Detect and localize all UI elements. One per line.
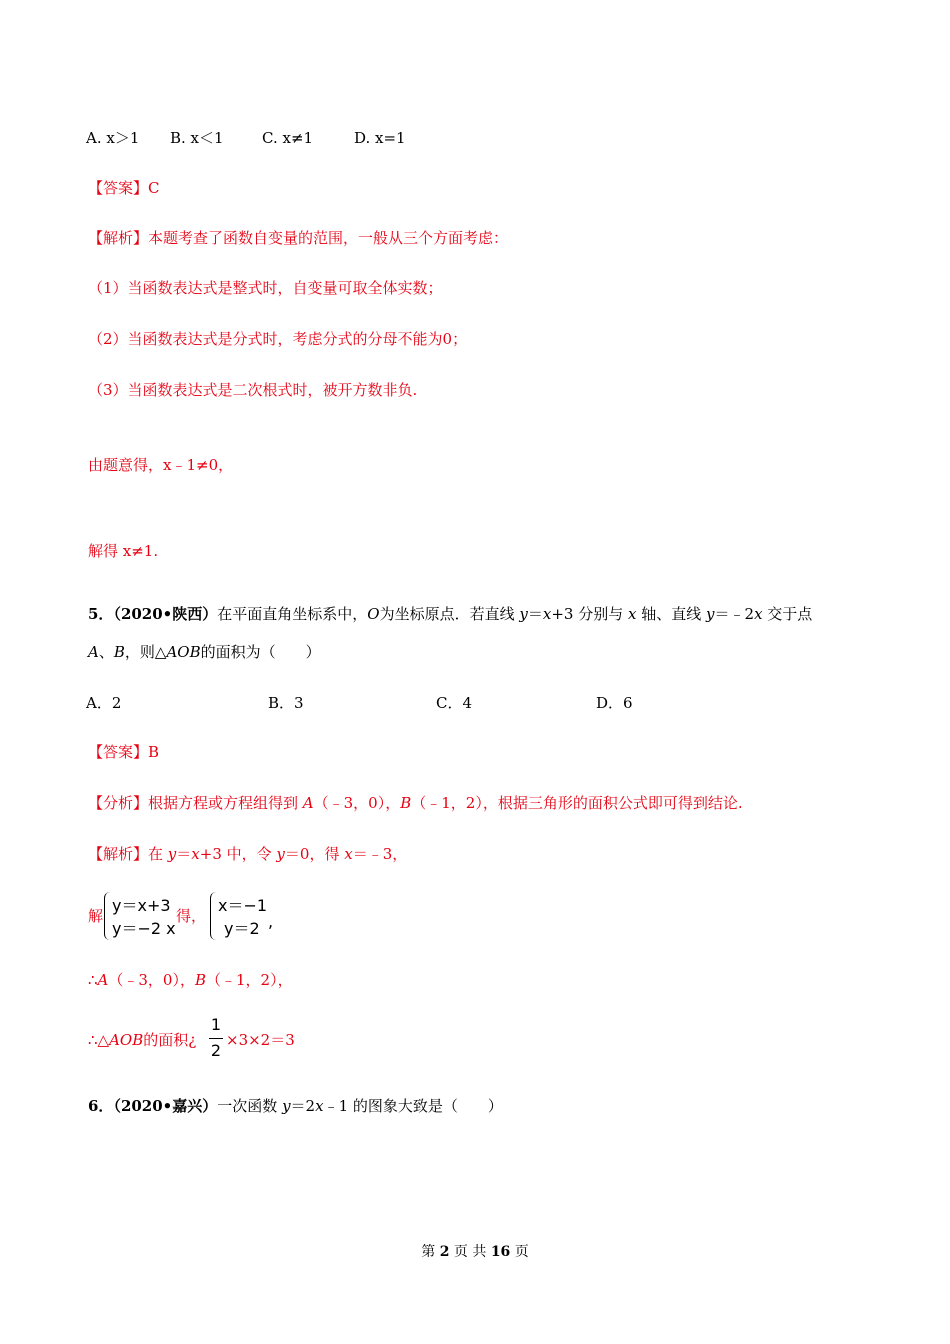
jiexi-label: 【解析】 [88, 845, 149, 863]
q6-source: （2020•嘉兴） [113, 1097, 218, 1115]
area-text: 的面积 [143, 1031, 189, 1049]
system2-line-1: x＝−1 [218, 896, 268, 915]
fenxi-text: （﹣1，2），根据三角形的面积公式即可得到结论. [411, 794, 743, 812]
q4-option-b: B. x＜1 [170, 129, 224, 147]
q5-var: y [519, 605, 528, 623]
q6-var: y [282, 1097, 291, 1115]
q5-text: ，则△ [124, 643, 167, 661]
q5-text: 的面积为（ ） [200, 643, 321, 661]
system1-line-1: y＝x+3 [112, 896, 171, 915]
result-text: （﹣3，0）， [108, 971, 195, 989]
result-var: A [97, 971, 109, 989]
footer-page-number: 2 [439, 1244, 450, 1260]
q5-stem-line-2 [88, 642, 321, 662]
q5-var: B [113, 643, 125, 661]
result-var: B [194, 971, 207, 989]
analysis-label: 【解析】 [88, 229, 149, 247]
q5-text: 交于点 [762, 605, 813, 623]
jiexi-var: y [167, 845, 177, 863]
q6-number: 6． [88, 1097, 114, 1115]
q5-var: x [628, 605, 637, 623]
system2-line-2: y＝2 [224, 919, 260, 938]
jiexi-var: x [344, 845, 353, 863]
q4-option-a: A. x＞1 [86, 129, 140, 147]
q5-var: AOB [166, 643, 201, 661]
fraction-denominator: 2 [210, 1041, 222, 1060]
q4-step-2: 解得 x≠1. [88, 542, 159, 560]
answer-value: C [148, 179, 160, 197]
q5-text: ＝ [527, 605, 543, 623]
q5-number: 5． [88, 605, 114, 623]
area-var: AOB [109, 1031, 144, 1049]
q4-point-2: （2）当函数表达式是分式时，考虑分式的分母不能为0； [88, 330, 468, 348]
q5-var: O [367, 605, 380, 623]
q4-option-c: C. x≠1 [262, 129, 314, 147]
q5-fenxi [88, 793, 743, 813]
fenxi-text: 根据方程或方程组得到 [148, 794, 303, 812]
q5-text: 轴、直线 [636, 605, 707, 623]
jiexi-text: ＝﹣3， [352, 845, 408, 863]
q5-var: y [706, 605, 715, 623]
therefore-sign: ∴ [88, 971, 98, 989]
fenxi-text: （﹣3，0）， [313, 794, 401, 812]
result-text: （﹣1，2）， [206, 971, 293, 989]
q6-stem [88, 1096, 503, 1116]
fenxi-var: B [400, 794, 412, 812]
q4-analysis [88, 228, 508, 248]
q5-stem-line-1 [88, 604, 812, 624]
q5-option-a: A．2 [86, 694, 122, 712]
q6-text: ﹣1 的图象大致是（ ） [323, 1097, 503, 1115]
q6-text: 一次函数 [217, 1097, 283, 1115]
q5-text: 在平面直角坐标系中， [217, 605, 368, 623]
q6-var: x [315, 1097, 324, 1115]
jiexi-var: x [191, 845, 200, 863]
footer-text: 页 [510, 1244, 529, 1260]
system1-line-2: y＝−2 x [112, 919, 176, 938]
q4-point-3: （3）当函数表达式是二次根式时，被开方数非负. [88, 381, 418, 399]
q5-text: 为坐标原点．若直线 [379, 605, 520, 623]
page-footer [0, 1241, 950, 1261]
footer-text: 页 共 [449, 1244, 491, 1260]
q4-point-1: （1）当函数表达式是整式时，自变量可取全体实数； [88, 279, 443, 297]
q5-text: ＝﹣2 [714, 605, 755, 623]
q5-var: x [754, 605, 763, 623]
jiexi-text: 在 [148, 845, 168, 863]
area-text: ∴△ [88, 1031, 110, 1049]
footer-text: 第 [421, 1244, 440, 1260]
q5-area [88, 1030, 196, 1050]
q4-answer [88, 178, 160, 198]
analysis-text: 本题考查了函数自变量的范围，一般从三个方面考虑： [148, 229, 509, 247]
q5-jiexi [88, 844, 407, 864]
q5-source: （2020•陕西） [113, 605, 218, 623]
jiexi-var: y [276, 845, 285, 863]
fenxi-var: A [302, 794, 314, 812]
q5-var: A [88, 643, 99, 661]
area-result: ×3×2＝3 [226, 1031, 295, 1049]
area-glyph: ¿ [188, 1031, 197, 1049]
q5-text: 、 [98, 643, 114, 661]
de-text: 得， [176, 907, 207, 925]
answer-value: B [148, 743, 160, 761]
fraction-bar [209, 1038, 223, 1039]
q5-option-d: D．6 [596, 694, 633, 712]
answer-label: 【答案】 [88, 743, 149, 761]
fraction-numerator: 1 [210, 1015, 222, 1034]
system-brace-right [210, 892, 217, 940]
q5-option-b: B．3 [268, 694, 304, 712]
q5-var: x [542, 605, 552, 623]
q4-option-d: D. x=1 [354, 129, 406, 147]
fenxi-label: 【分析】 [88, 794, 149, 812]
answer-label: 【答案】 [88, 179, 149, 197]
jiexi-text: ＝ [176, 845, 192, 863]
q5-option-c: C．4 [436, 694, 473, 712]
jiexi-text: +3 中，令 [199, 845, 277, 863]
q4-step-1: 由题意得，x﹣1≠0， [88, 456, 234, 474]
q5-text: +3 分别与 [551, 605, 629, 623]
footer-total-pages: 16 [490, 1244, 511, 1260]
q5-result [88, 970, 293, 990]
jiexi-text: ＝0，得 [284, 845, 345, 863]
comma: , [268, 912, 274, 931]
solve-label: 解 [88, 907, 104, 925]
system-brace-left [104, 892, 111, 940]
q6-text: ＝2 [290, 1097, 316, 1115]
q5-answer [88, 742, 159, 762]
